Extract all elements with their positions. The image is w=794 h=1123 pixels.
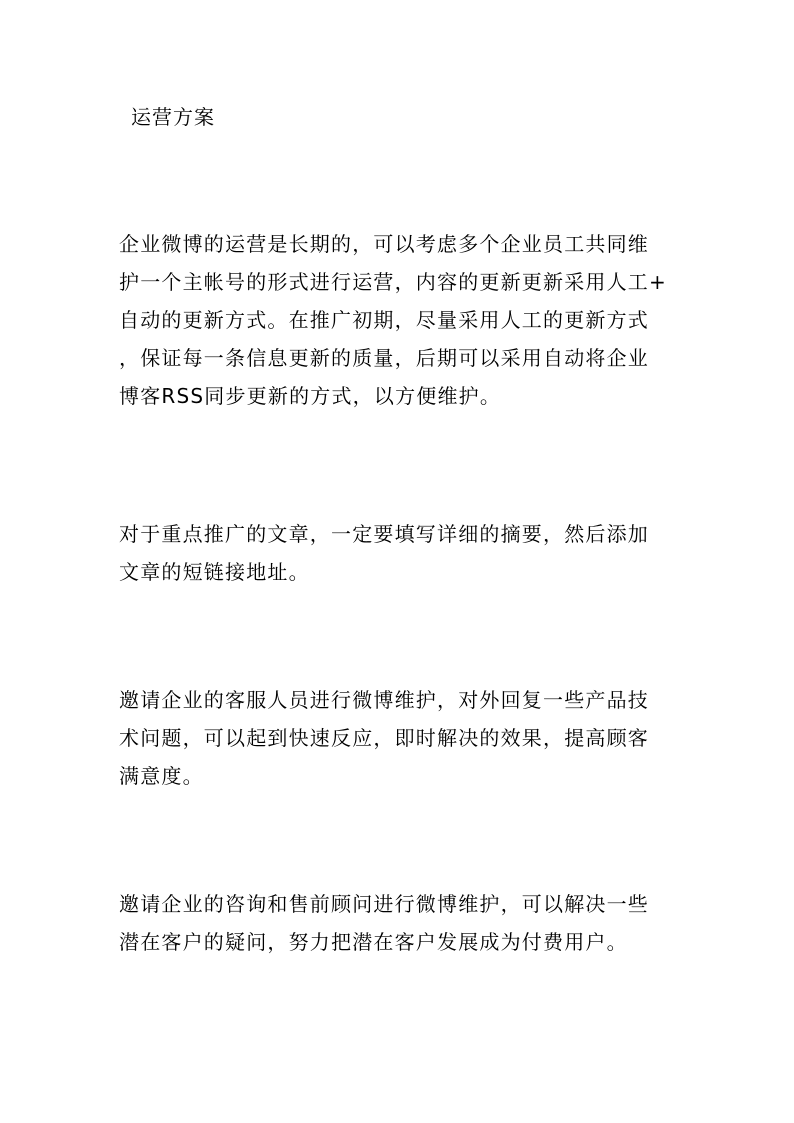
paragraph-line: 对于重点推广的文章，一定要填写详细的摘要，然后添加 bbox=[119, 522, 649, 546]
paragraph-customer-service bbox=[119, 681, 679, 795]
document-title: 运营方案 bbox=[131, 105, 215, 129]
paragraph-line: 自动的更新方式。在推广初期，尽量采用人工的更新方式 bbox=[119, 308, 649, 332]
paragraph-line: 邀请企业的咨询和售前顾问进行微博维护，可以解决一些 bbox=[119, 892, 649, 916]
paragraph-line: ，保证每一条信息更新的质量，后期可以采用自动将企业 bbox=[119, 346, 649, 370]
paragraph-line: 邀请企业的客服人员进行微博维护，对外回复一些产品技 bbox=[119, 688, 649, 712]
paragraph-weibo-operation bbox=[119, 225, 679, 415]
paragraph-key-articles bbox=[119, 515, 679, 591]
paragraph-line: 护一个主帐号的形式进行运营，内容的更新更新采用人工+ bbox=[119, 270, 667, 294]
paragraph-line: 术问题，可以起到快速反应，即时解决的效果，提高顾客 bbox=[119, 726, 649, 750]
paragraph-line: 企业微博的运营是长期的，可以考虑多个企业员工共同维 bbox=[119, 232, 649, 256]
paragraph-presales-consultants bbox=[119, 885, 679, 961]
paragraph-line: 文章的短链接地址。 bbox=[119, 560, 310, 584]
paragraph-line: 潜在客户的疑问，努力把潜在客户发展成为付费用户。 bbox=[119, 930, 628, 954]
paragraph-line: 博客RSS同步更新的方式，以方便维护。 bbox=[119, 384, 502, 408]
paragraph-line: 满意度。 bbox=[119, 764, 204, 788]
